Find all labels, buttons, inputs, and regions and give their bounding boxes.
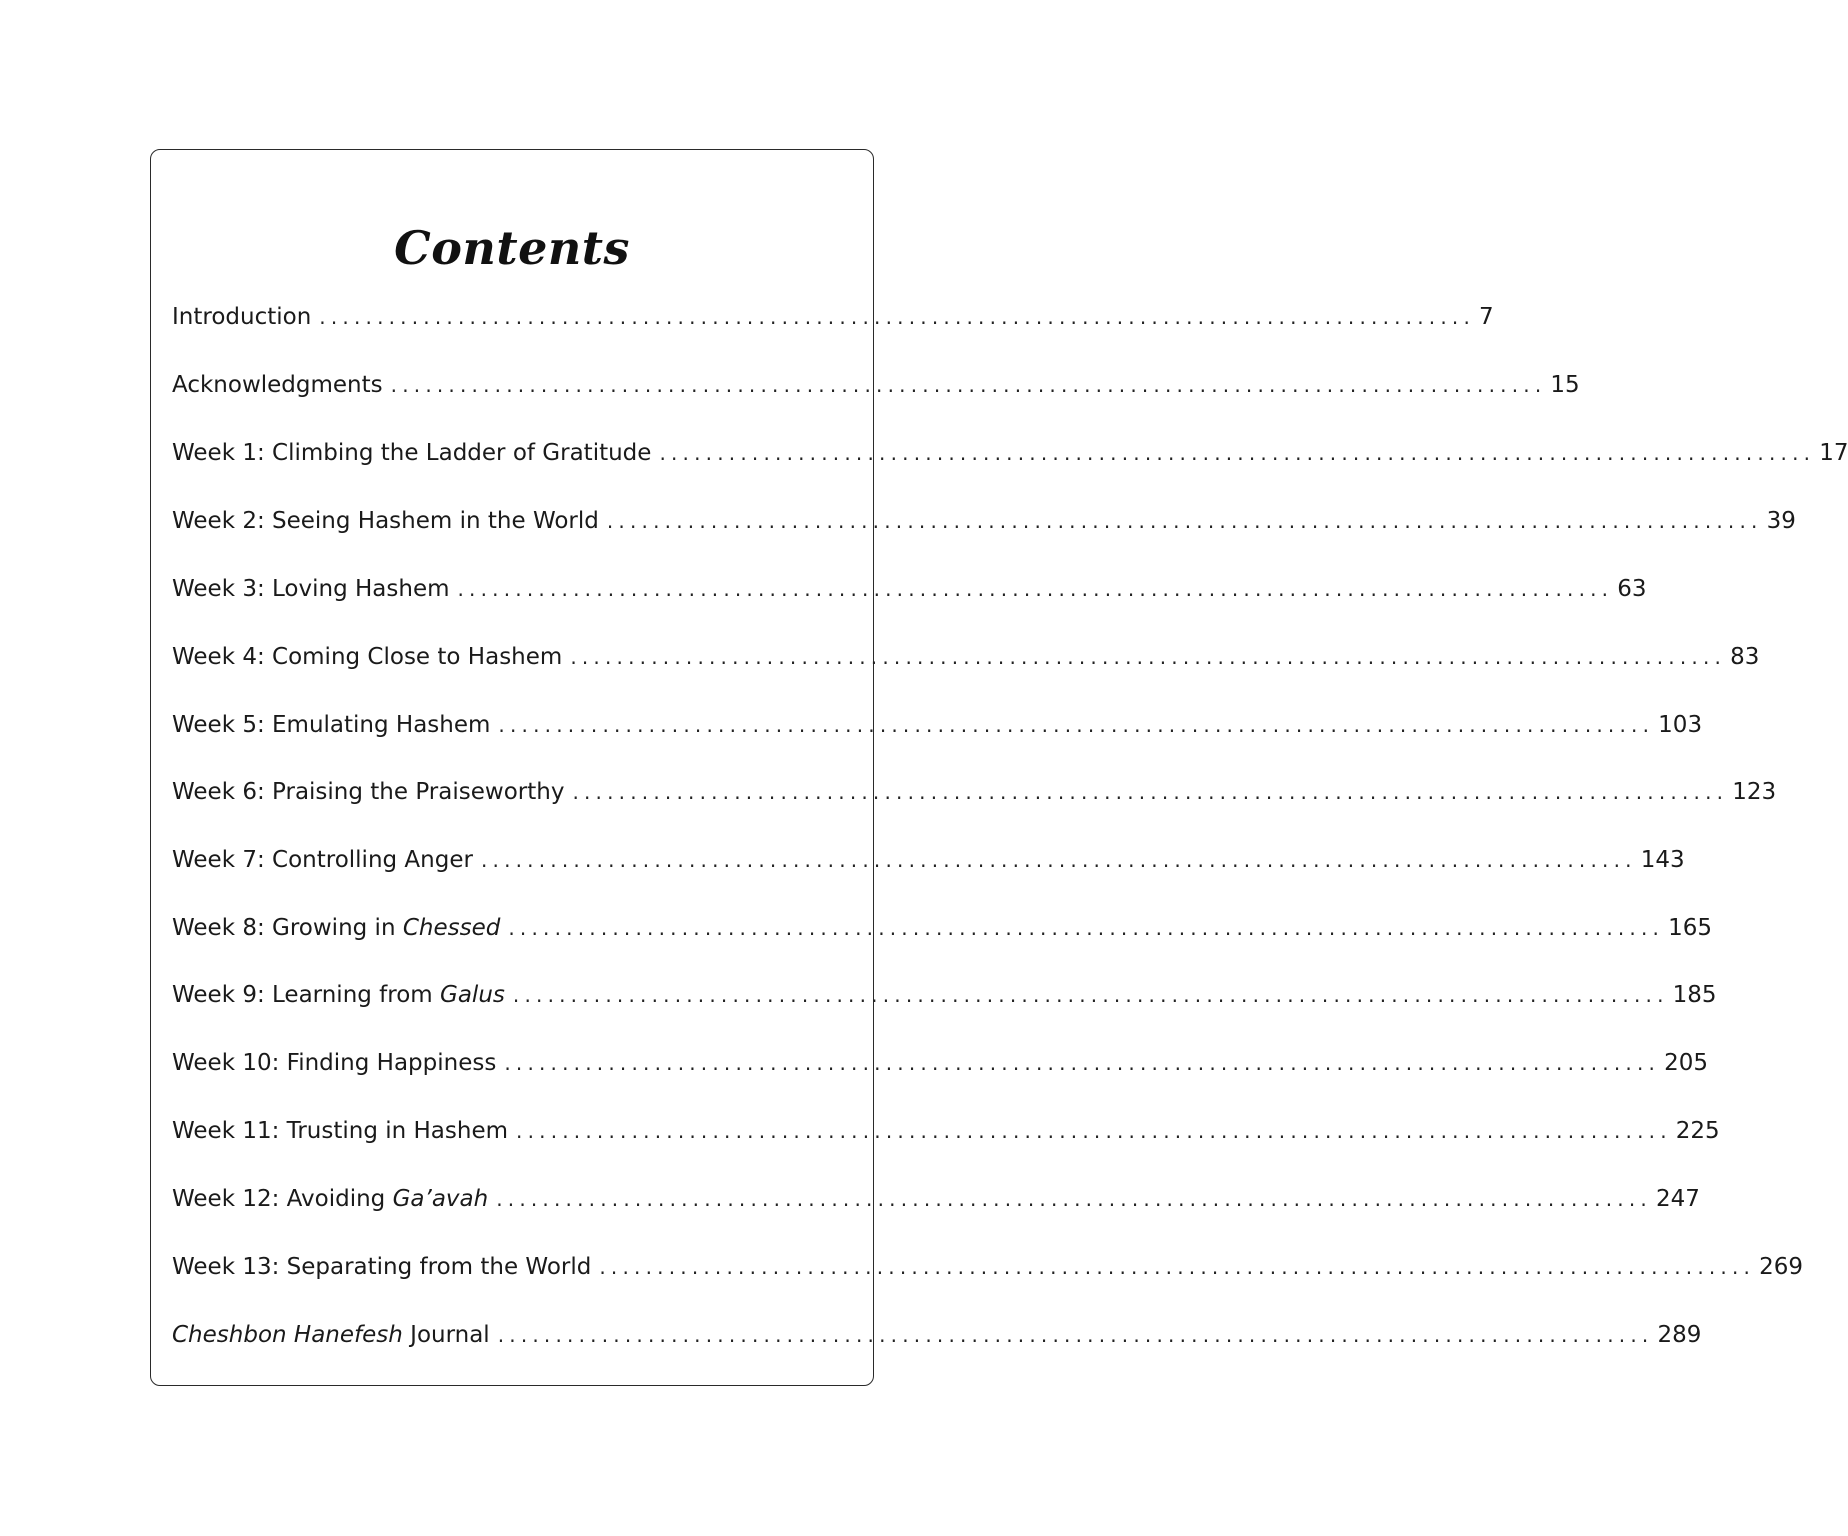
toc-entry-page: 165 [1668,915,1713,941]
dot-leader: .................................................................................................... [599,1255,1756,1279]
toc-entry-label-italic: Ga’avah [392,1186,489,1212]
toc-entry-page: 123 [1732,779,1777,805]
toc-entry[interactable] [172,1111,1720,1151]
toc-entry-label [172,1179,496,1219]
toc-entry[interactable] [172,501,1796,541]
toc-entry[interactable] [172,569,1647,609]
toc-entry-label: Introduction [172,304,312,330]
dot-leader: .................................................................................................... [496,1187,1652,1211]
toc-entry-page: 63 [1617,576,1647,602]
toc-entry-label [172,1315,498,1355]
toc-entry[interactable] [172,975,1717,1015]
toc-entry[interactable] [172,637,1760,677]
toc-entry-label: Week 1: Climbing the Ladder of Gratitude [172,440,652,466]
toc-entry-label [172,908,508,948]
toc-entry[interactable] [172,705,1703,745]
toc-entry[interactable] [172,840,1685,880]
toc-entry-page: 185 [1672,982,1717,1008]
toc-entry-label: Week 4: Coming Close to Hashem [172,644,563,670]
toc-entry-page: 103 [1658,712,1703,738]
toc-entry[interactable] [172,772,1777,812]
toc-entry[interactable] [172,908,1713,948]
dot-leader: .................................................................................................... [504,1051,1661,1075]
toc-entry-page: 7 [1479,304,1494,330]
dot-leader: .................................................................................................... [319,305,1476,329]
dot-leader: .................................................................................................... [497,1323,1654,1347]
toc-entry-label-italic: Galus [440,982,505,1008]
dot-leader: .................................................................................................... [572,780,1729,804]
dot-leader: .................................................................................................... [606,509,1763,533]
dot-leader: .................................................................................................... [508,916,1665,940]
toc-entry-label-text: Journal [402,1322,490,1348]
toc-entry-label-text: Week 9: Learning from [172,982,441,1008]
toc-entry-label-text: Week 8: Growing in [172,915,403,941]
dot-leader: .................................................................................................... [512,983,1669,1007]
toc-entry[interactable] [172,1247,1804,1287]
toc-entry-label: Week 13: Separating from the World [172,1254,592,1280]
toc-entry-label-italic: Cheshbon Hanefesh [172,1322,403,1348]
toc-entry-label: Week 7: Controlling Anger [172,847,473,873]
toc-entry-page: 143 [1640,847,1685,873]
toc-entry-page: 15 [1550,372,1580,398]
toc-entry-label: Week 10: Finding Happiness [172,1050,497,1076]
toc-entry[interactable] [172,365,1580,405]
toc-entry[interactable] [172,1315,1702,1355]
toc-entry-page: 225 [1675,1118,1720,1144]
toc-entry-label: Week 6: Praising the Praiseworthy [172,779,565,805]
toc-entry-label: Week 11: Trusting in Hashem [172,1118,509,1144]
toc-entry[interactable] [172,1179,1700,1219]
dot-leader: .................................................................................................... [480,848,1637,872]
toc-entry[interactable] [172,433,1848,473]
toc-entry-page: 39 [1766,508,1796,534]
dot-leader: .................................................................................................... [498,713,1655,737]
toc-entry-label: Week 3: Loving Hashem [172,576,450,602]
toc-entry-page: 83 [1730,644,1760,670]
dot-leader: .................................................................................................... [516,1119,1672,1143]
toc-entry-label-text: Week 12: Avoiding [172,1186,393,1212]
dot-leader: .................................................................................................... [570,645,1727,669]
toc-entry-label: Week 2: Seeing Hashem in the World [172,508,599,534]
toc-entry-label-italic: Chessed [402,915,501,941]
toc-entry-label: Acknowledgments [172,372,383,398]
toc-entry-page: 289 [1657,1322,1702,1348]
toc-entry[interactable] [172,1043,1708,1083]
toc-entry-page: 269 [1759,1254,1804,1280]
dot-leader: .................................................................................................... [457,577,1614,601]
toc-entry[interactable] [172,297,1494,337]
toc-entry-label [172,975,513,1015]
page-title: Contents [394,220,630,275]
toc-entry-label: Week 5: Emulating Hashem [172,712,491,738]
toc-entry-page: 17 [1819,440,1848,466]
dot-leader: .................................................................................................... [390,373,1547,397]
toc-entry-page: 247 [1655,1186,1700,1212]
dot-leader: .................................................................................................... [659,441,1816,465]
toc-entry-page: 205 [1664,1050,1708,1076]
